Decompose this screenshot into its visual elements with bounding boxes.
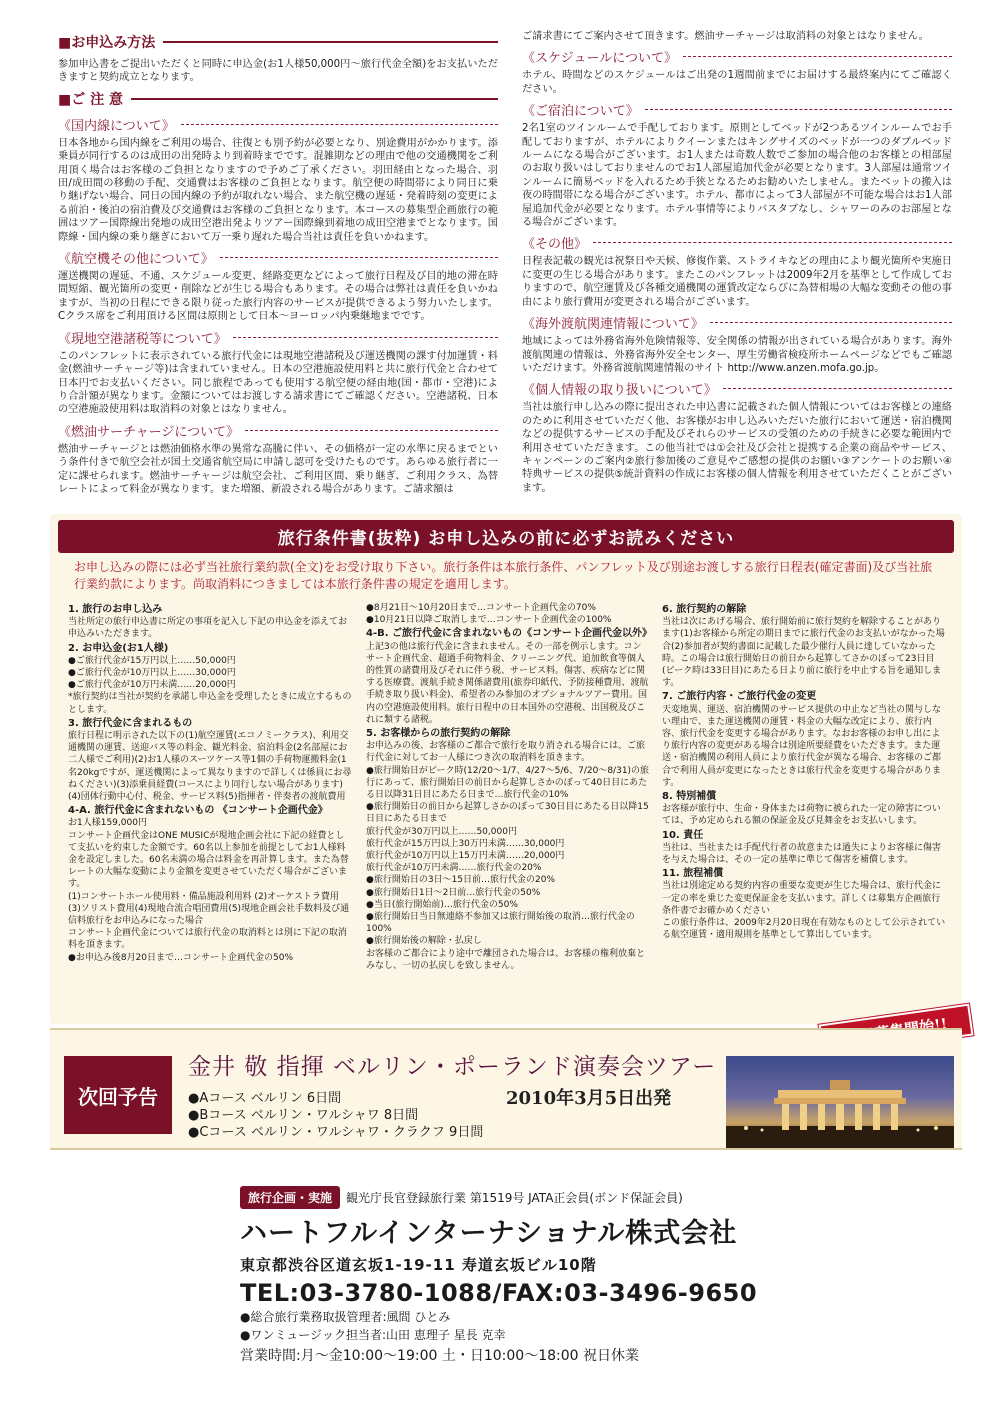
registration-text: 観光庁長官登録旅行業 第1519号 JATA正会員(ボンド保証会員) — [346, 1191, 683, 1205]
overseas-info-text: 地域によっては外務省海外危険情報等、安全関係の情報が出されている場合があります。海外渡航関連の情報は、外務省海外安全センター、厚生労働省検疫所ホームページなどでもご確認いただけます。外務省渡航関連情報のサイト http://www.anzen.mofa.go.jp。 — [522, 336, 952, 374]
terms-line: ●ご旅行代金が10万円以上……30,000円 — [68, 668, 236, 679]
organizer-line — [240, 1186, 960, 1209]
domestic-flights-heading: 《国内線について》 — [58, 115, 498, 134]
terms-banner: 旅行条件書(抜粋) お申し込みの前に必ずお読みください — [58, 520, 954, 553]
terms-section-heading: 4-A. 旅行代金に含まれないもの 《コンサート企画代金》 — [68, 805, 328, 817]
terms-line: お申込みの後、お客様のご都合で旅行を取り消される場合には、ご旅行代金に対してお一人様につき次の取消料を頂きます。 — [366, 741, 646, 764]
terms-section-heading: 5. お客様からの旅行契約の解除 — [366, 728, 511, 740]
terms-line: コンサート企画代金はONE MUSICが現地企画会社に下記の経費として支払いを約束した金額です。60名以上参加を前提としてお1人様料金を設定しました。60名未満の場合は料金を再計算します。また為替レートの大幅な変動により金額を変更させていただく場合がございます。 — [68, 830, 349, 890]
terms-line: 旅行日程に明示された以下の(1)航空運賃(エコノミークラス)、利用交通機関の運賃、送迎バス等の料金、観光料金、宿泊料金(2名部屋にお二人様でご利用)(2)お1人様のスーツケース等1個の手荷物運搬料金(1名20kgですが、運送機関によって異なりますので詳しくは係員にお尋ねください)(3)添乗員経費(コースにより同行しない場合があります)(4)団体行動中心付、税金、サービス料(5)指揮者・伴奏者の渡航費用 — [68, 731, 352, 803]
terms-section-heading: 11. 旅程補償 — [662, 868, 724, 880]
terms-line: ●旅行開始日がピーク時(12/20〜1/7、4/27〜5/6、7/20〜8/31)の旅行にあって、旅行開始日の前日から起算しさかのぼって40日目にあたる日以降31日目にあたる日まで…旅行代金の10% — [366, 765, 650, 801]
other-text: 日程表記載の観光は祝祭日や天候、修復作業、ストライキなどの理由により観光箇所や実施日に変更の生じる場合があります。またこのパンフレットは2009年2月を基準として作成しておりますので、航空運賃及び各種交通機関の運賃改定ならびに為替相場の大幅な変動その他の事由により旅行費用が変更される場合がございます。 — [522, 256, 952, 308]
notes-right-column — [522, 30, 952, 495]
caution-heading: ■ご 注 意 — [58, 89, 498, 109]
terms-line: ●旅行開始日当日無連絡不参加又は旅行開始後の取消…旅行代金の100% — [366, 912, 635, 935]
privacy-text: 当社は旅行申し込みの際に提出された申込書に記載された個人情報についてはお客様との連絡のために利用させていただく他、お客様がお申し込みいただいた旅行において運送・宿泊機関などの提供するサービスの手配及びそれらのサービスの受領のための手続きに必要な範囲内で利用させていただきます。この他当社では①会社及び会社と提携する企業の商品やサービス、キャンペーンのご案内②旅行参加後のご意見やご感想の提供のお願い③アンケートのお願い④特典サービスの提供⑤統計資料の作成にお客様の個人情報を利用させていただくことがございます。 — [522, 402, 952, 494]
accommodation-heading: 《ご宿泊について》 — [522, 100, 952, 119]
overseas-info-heading: 《海外渡航関連情報について》 — [522, 313, 952, 332]
other-heading: 《その他》 — [522, 233, 952, 252]
terms-line: ●ご旅行代金が15万円以上……50,000円 — [68, 655, 236, 666]
airport-tax-text: このパンフレットに表示されている旅行代金には現地空港諸税及び運送機関の課す付加運賃・料金(燃油サーチャージ等)は含まれていません。日本の空港施設使用料と共に旅行代金と合わせて日本円でお支払いください。同じ旅程であっても使用する航空便の経由地(国・都市・空港)により合計額が異なります。金額についてはお渡しする請求書にてご確認ください。空港諸税、日本の空港施設使用料は取消料の対象とはなりません。 — [58, 350, 498, 416]
terms-line: ●旅行開始日の3日〜15日前…旅行代金の20% — [366, 875, 556, 886]
privacy-heading: 《個人情報の取り扱いについて》 — [522, 379, 952, 398]
next-tour-box — [50, 1028, 962, 1150]
terms-line: 旅行代金が15万円以上30万円未満……30,000円 — [366, 838, 565, 849]
terms-line: この旅行条件は、2009年2月20日現在有効なものとして公示されている航空運賃・適用規則を基準として算出しています。 — [662, 918, 946, 941]
terms-section-heading: 10. 責任 — [662, 829, 704, 841]
company-info — [240, 1186, 960, 1365]
terms-line: ●お申込み後8月20日まで…コンサート企画代金の50% — [68, 952, 294, 963]
terms-column-2 — [366, 602, 653, 972]
terms-line: 上記3の他は旅行代金に含まれません。その一部を例示します。コンサート企画代金、超過手荷物料金、クリーニング代、追加飲食等個人的性質の諸費用及びそれに伴う税、サービス料。傷害、疾病などに関する医療費。渡航手続き関係諸費用(旅券印紙代、予防接種費用、渡航手続き取り扱い料金)、希望者のみ参加のオプショナルツアー費用。国内の空港施設使用料。旅行日程中の日本国外の空港税、出国税及びこれに類する諸税。 — [366, 641, 649, 725]
terms-line: *旅行契約は当社が契約を承諾し申込金を受理したときに成立するものとします。 — [68, 692, 352, 715]
terms-line: 当社所定の旅行申込書に所定の事項を記入し下記の申込金を添えてお申込みいただきます。 — [68, 617, 348, 640]
next-tour-label: 次回予告 — [64, 1056, 172, 1134]
schedule-text: ホテル、時間などのスケジュールはご出発の1週間前までにお届けする最終案内にてご確認ください。 — [522, 70, 952, 95]
terms-column-1 — [68, 602, 352, 964]
accommodation-text: 2名1室のツインルームで手配しております。原則としてベッドが2つあるツインルームでお手配しておりますが、ホテルによりクイーンまたはキングサイズのベッドが一つのダブルベッドルームになる場合がございます。お1人または奇数人数でご参加の場合他のお客様との相部屋のお取り扱いはしておりませんのでお1人部屋追加代金が必要となります。3人部屋は通常ツインルームに簡易ベッドを入れるため手狭となるためお勧めいたしません。またベットの搬入は夜の時間帯になる場合がございます。ホテル、都市によって3人部屋が不可能な場合はお1人部屋追加代金が必要となります。ホテル事情等によりバスタブなし、シャワーのみのお部屋となる場合がございます。 — [522, 123, 952, 229]
terms-line: 当社は、当社または手配代行者の故意または過失によりお客様に傷害を与えた場合は、その一定の基準に準じて傷害を補償します。 — [662, 842, 942, 866]
fuel-surcharge-continued: ご請求書にてご案内させて頂きます。燃油サーチャージは取消料の対象とはなりません。 — [522, 31, 929, 42]
business-hours: 営業時間:月〜金10:00〜19:00 土・日10:00〜18:00 祝日休業 — [240, 1348, 639, 1364]
schedule-heading: 《スケジュールについて》 — [522, 47, 952, 66]
terms-line: ●旅行開始後の解除・払戻し — [366, 936, 482, 947]
notes-left-column — [58, 30, 498, 496]
terms-line: お1人様159,000円 — [68, 818, 147, 829]
terms-column-3 — [662, 602, 946, 941]
company-address: 東京都渋谷区道玄坂1-19-11 寿道玄坂ビル10階 — [240, 1256, 597, 1274]
terms-line: 天変地異、運送、宿泊機関のサービス提供の中止など当社の関与しない理由で、また運送機関の運賃・料金の大幅な改定により、旅行内容、旅行代金を変更する場合があります。なおお客様のお申し出により旅行内容の変更がある場合は別途所要経費をいただきます。また運送・宿泊機関の利用人員により旅行代金が異なる場合、お客様のご都合で利用人員が変更になったときは旅行代金を変更する場合があります。 — [662, 704, 942, 788]
fuel-surcharge-heading: 《燃油サーチャージについて》 — [58, 421, 498, 440]
terms-intro: お申し込みの際には必ず当社旅行業約款(全文)をお受け取り下さい。旅行条件は本旅行条件、パンフレット及び別途お渡しする旅行日程表(確定書面)及び当社旅行業約款によります。尚取消料につきましては本旅行条件書の規定を適用します。 — [74, 560, 933, 591]
terms-section-heading: 1. 旅行のお申し込み — [68, 604, 163, 615]
terms-line: ●10月21日以降ご取消しまで…コンサート企画代金の100% — [366, 615, 612, 626]
course-a: ●Aコース ベルリン 6日間 — [188, 1091, 342, 1106]
travel-terms-box — [50, 514, 962, 1024]
terms-section-heading: 8. 特別補償 — [662, 791, 717, 803]
airline-heading: 《航空機その他について》 — [58, 248, 498, 267]
domestic-flights-text: 日本各地から国内線をご利用の場合、往復とも別予約が必要となり、別途費用がかかります。添乗員が同行するのは成田の出発時より到着時までです。混雑期などの理由で他の交通機関をご利用頂く場合はお客様のご負担となりますので予めご了承ください。羽田経由となった場合、羽田/成田間の移動の手配、交通費はお客様のご負担となります。航空便の時間帯により同日に乗り継げない場合、同日の国内線の予約が取れない場合、また航空機の遅延・発着時刻の変更による前泊・後泊の宿泊費及び交通費はお客様のご負担となります。本コースの募集型企画旅行の範囲はツアー国際線出発地の成田空港出発よりツアー国際線到着地の成田空港までとなります。国際線・国内線の乗り継ぎにおいて万一乗り遅れた場合当社は責任を負いかねます。 — [58, 137, 498, 243]
terms-line: お客様が旅行中、生命・身体または荷物に被られた一定の障害については、予め定められる額の保証金及び見舞金をお支払いします。 — [662, 804, 941, 827]
application-method-heading: ■お申込み方法 — [58, 32, 498, 52]
terms-section-heading: 6. 旅行契約の解除 — [662, 604, 747, 615]
company-phone-fax: TEL:03-3780-1088/FAX:03-3496-9650 — [240, 1279, 758, 1307]
airline-text: 運送機関の遅延、不通、スケジュール変更、経路変更などによって旅行日程及び目的地の滞在時間短縮、観光箇所の変更・削除などが生じる場合もあります。その場合は弊社は責任を負いかねますが、当初の日程にできる限り従った旅行内容のサービスが提供できるよう努力いたします。Cクラス席をご利用頂ける区間は原則として日本〜ヨーロッパ内乗継地までです。 — [58, 271, 498, 323]
staff-contacts: ●ワンミュージック担当者:山田 恵理子 星長 克幸 — [240, 1328, 506, 1342]
application-method-text: 参加申込書をご提出いただくと同時に申込金(お1人様50,000円〜旅行代金全額)をお支払いただきますと契約成立となります。 — [58, 59, 498, 84]
organizer-tag: 旅行企画・実施 — [240, 1186, 340, 1209]
fuel-surcharge-text: 燃油サーチャージとは燃油価格水準の異常な高騰に伴い、その価格が一定の水準に戻るまでという条件付きで航空会社が国土交通省航空局に申請し認可を受けたものです。あらゆる旅行者に一定に課せられます。燃油サーチャージは航空会社、ご利用区間、乗り継ぎ、ご利用クラス、為替レートによって料金が異なります。また増額、新設される場合があります。ご請求額は — [58, 443, 498, 495]
travel-manager: ●総合旅行業務取扱管理者:風間 ひとみ — [240, 1310, 451, 1324]
terms-section-heading: 3. 旅行代金に含まれるもの — [68, 717, 193, 729]
terms-line: お客様のご都合により途中で離団された場合は、お客様の権利放棄とみなし、一切の払戻しを致しません。 — [366, 948, 646, 971]
terms-section-heading: 2. お申込金(お1人様) — [68, 642, 169, 654]
terms-line: 当社は別途定める契約内容の重要な変更が生じた場合は、旅行代金に一定の率を乗じた変更保証金を支払います。詳しくは募集方企画旅行条件書でお確かめください — [662, 881, 942, 916]
next-tour-title: 金井 敬 指揮 ベルリン・ポーランド演奏会ツアー — [188, 1054, 717, 1080]
departure-date: 2010年3月5日出発 — [506, 1088, 672, 1109]
terms-line: ●旅行開始日1日〜2日前…旅行代金の50% — [366, 887, 541, 898]
terms-line: ●当日(旅行開始前)…旅行代金の50% — [366, 899, 518, 910]
terms-line: 旅行代金が30万円以上……50,000円 — [366, 826, 517, 837]
next-tour-courses — [188, 1090, 483, 1141]
terms-line: 旅行代金が10万円以上15万円未満……20,000円 — [366, 851, 565, 862]
company-name: ハートフルインターナショナル株式会社 — [240, 1218, 738, 1249]
terms-line: ●旅行開始日の前日から起算しさかのぼって30日目にあたる日以降15日目にあたる日まで — [366, 802, 649, 825]
airport-tax-heading: 《現地空港諸税等について》 — [58, 328, 498, 347]
terms-line: 旅行代金が10万円未満……旅行代金の20% — [366, 863, 542, 874]
terms-section-heading: 4-B. ご旅行代金に含まれないもの《コンサート企画代金以外》 — [366, 628, 653, 640]
terms-line: (1)コンサートホール使用料・備品施設利用料 (2)オーケストラ費用 (3)ソリスト費用(4)現地合流合唱団費用(5)現地企画会社手数料及び通信料旅行をお申込みになった場合 — [68, 891, 350, 927]
terms-line: ●ご旅行代金が10万円未満……20,000円 — [68, 680, 236, 691]
brandenburg-gate-photo — [726, 1056, 954, 1148]
course-c: ●Cコース ベルリン・ワルシャワ・クラクフ 9日間 — [188, 1125, 484, 1140]
terms-line: ●8月21日〜10月20日まで…コンサート企画代金の70% — [366, 603, 596, 613]
terms-line: コンサート企画代金については旅行代金の取消料とは別に下記の取消料を頂きます。 — [68, 928, 347, 951]
terms-section-heading: 7. ご旅行内容・ご旅行代金の変更 — [662, 691, 817, 703]
course-b: ●Bコース ベルリン・ワルシャワ 8日間 — [188, 1108, 419, 1123]
terms-line: 当社は次にあげる場合、旅行開始前に旅行契約を解除することがあります(1)お客様から所定の期日までに旅行代金のお支払いがなかった場合(2)参加者が契約書面に記載した最少催行人員に達していなかった時。この場合は旅行開始日の前日から起算してさかのぼって23日目(ピーク時は33日目)にあたる日より前に旅行を中止する旨を通知します。 — [662, 617, 945, 689]
